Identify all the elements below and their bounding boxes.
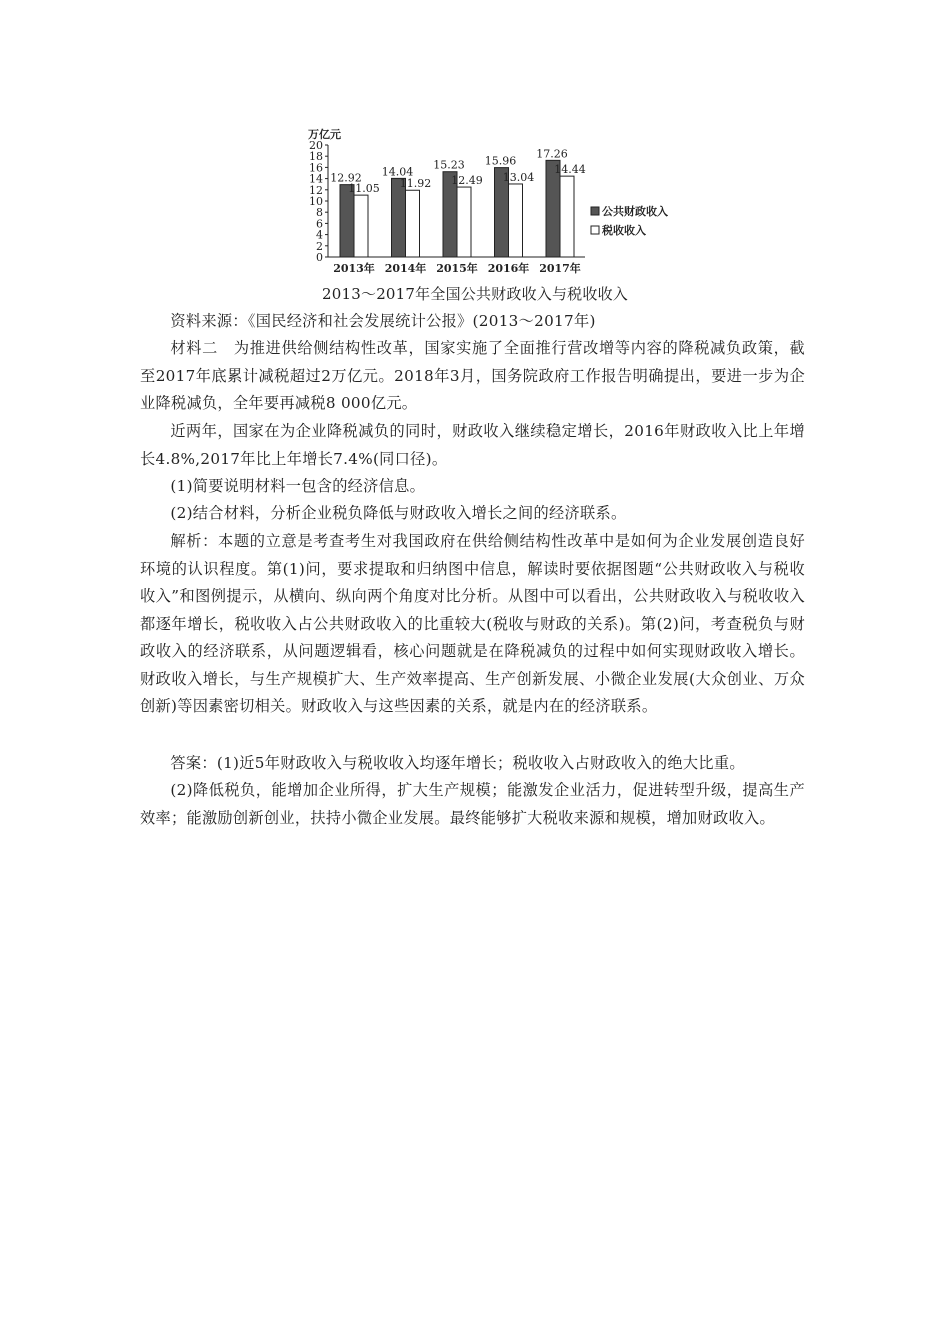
answer-one: 答案：(1)近5年财政收入与税收收入均逐年增长；税收收入占财政收入的绝大比重。 bbox=[170, 754, 745, 772]
y-tick-label: 4 bbox=[316, 228, 323, 242]
answer-two: (2)降低税负，能增加企业所得，扩大生产规模；能激发企业活力，促进转型升级，提高生产效率；能激励创新创业，扶持小微企业发展。最终能够扩大税收来源和规模，增加财政收入。 bbox=[140, 781, 805, 827]
y-tick-label: 18 bbox=[309, 150, 323, 164]
bar-data-label: 12.49 bbox=[451, 174, 483, 188]
y-tick-label: 8 bbox=[316, 206, 323, 220]
chart-caption: 2013～2017年全国公共财政收入与税收收入 bbox=[322, 285, 628, 303]
y-tick-label: 10 bbox=[309, 195, 323, 208]
material-two: 材料二 为推进供给侧结构性改革，国家实施了全面推行营改增等内容的降税减负政策，截至2017年底累计减税超过2万亿元。2018年3月，国务院政府工作报告明确提出，要进一步为企业降税减负，全年要再减税8 000亿元。 bbox=[140, 339, 805, 412]
bar-data-label: 11.05 bbox=[348, 182, 380, 196]
y-tick-label: 6 bbox=[316, 217, 323, 231]
bar-data-label: 13.04 bbox=[502, 170, 535, 184]
bar-data-label: 12.92 bbox=[330, 171, 362, 185]
y-tick-label: 14 bbox=[309, 172, 323, 186]
y-axis-label: 万亿元 bbox=[308, 128, 341, 141]
y-tick-label: 2 bbox=[316, 239, 323, 253]
bar-tax-revenue bbox=[354, 195, 368, 257]
y-tick-label: 20 bbox=[309, 139, 323, 152]
bar-chart bbox=[300, 126, 700, 281]
bar-data-label: 15.96 bbox=[484, 154, 517, 168]
x-tick-label: 2014年 bbox=[384, 262, 427, 275]
question-one: (1)简要说明材料一包含的经济信息。 bbox=[170, 477, 426, 495]
x-tick-label: 2013年 bbox=[333, 262, 375, 275]
bar-data-label: 11.92 bbox=[399, 177, 432, 191]
bar-tax-revenue bbox=[560, 176, 574, 257]
x-tick-label: 2015年 bbox=[436, 262, 478, 275]
bar-data-label: 14.04 bbox=[381, 165, 414, 179]
y-tick-label: 0 bbox=[316, 251, 323, 264]
bar-tax-revenue bbox=[457, 187, 471, 257]
bar-data-label: 15.23 bbox=[433, 158, 465, 172]
material-two-followup: 近两年，国家在为企业降税减负的同时，财政收入继续稳定增长，2016年财政收入比上年增长4.8%,2017年比上年增长7.4%(同口径)。 bbox=[140, 422, 805, 468]
bar-tax-revenue bbox=[509, 184, 523, 257]
bar-data-label: 14.44 bbox=[554, 163, 586, 177]
legend-swatch bbox=[591, 226, 599, 234]
x-tick-label: 2016年 bbox=[487, 262, 530, 275]
source-note: 资料来源：《国民经济和社会发展统计公报》(2013～2017年) bbox=[170, 312, 596, 330]
x-tick-label: 2017年 bbox=[539, 262, 581, 275]
bar-data-label: 17.26 bbox=[536, 147, 568, 161]
y-tick-label: 16 bbox=[309, 161, 323, 175]
question-two: (2)结合材料，分析企业税负降低与财政收入增长之间的经济联系。 bbox=[170, 504, 627, 522]
legend-label: 税收收入 bbox=[602, 224, 646, 237]
bar-tax-revenue bbox=[406, 190, 420, 257]
legend-swatch bbox=[591, 207, 599, 215]
bar-public-revenue bbox=[340, 185, 354, 257]
y-tick-label: 12 bbox=[309, 183, 323, 197]
analysis: 解析：本题的立意是考查考生对我国政府在供给侧结构性改革中是如何为企业发展创造良好环境的认识程度。第(1)问，要求提取和归纳图中信息，解读时要依据图题“公共财政收入与税收收入”和图例提示，从横向、纵向两个角度对比分析。从图中可以看出，公共财政收入与税收收入都逐年增长，税收收入占公共财政收入的比重较大(税收与财政的关系)。第(2)问，考查税负与财政收入的经济联系，从问题逻辑看，核心问题就是在降税减负的过程中如何实现财政收入增长。财政收入增长，与生产规模扩大、生产效率提高、生产创新发展、小微企业发展(大众创业、万众创新)等因素密切相关。财政收入与这些因素的关系，就是内在的经济联系。 bbox=[140, 532, 805, 715]
legend-label: 公共财政收入 bbox=[602, 205, 668, 218]
chart-canvas bbox=[300, 126, 700, 281]
